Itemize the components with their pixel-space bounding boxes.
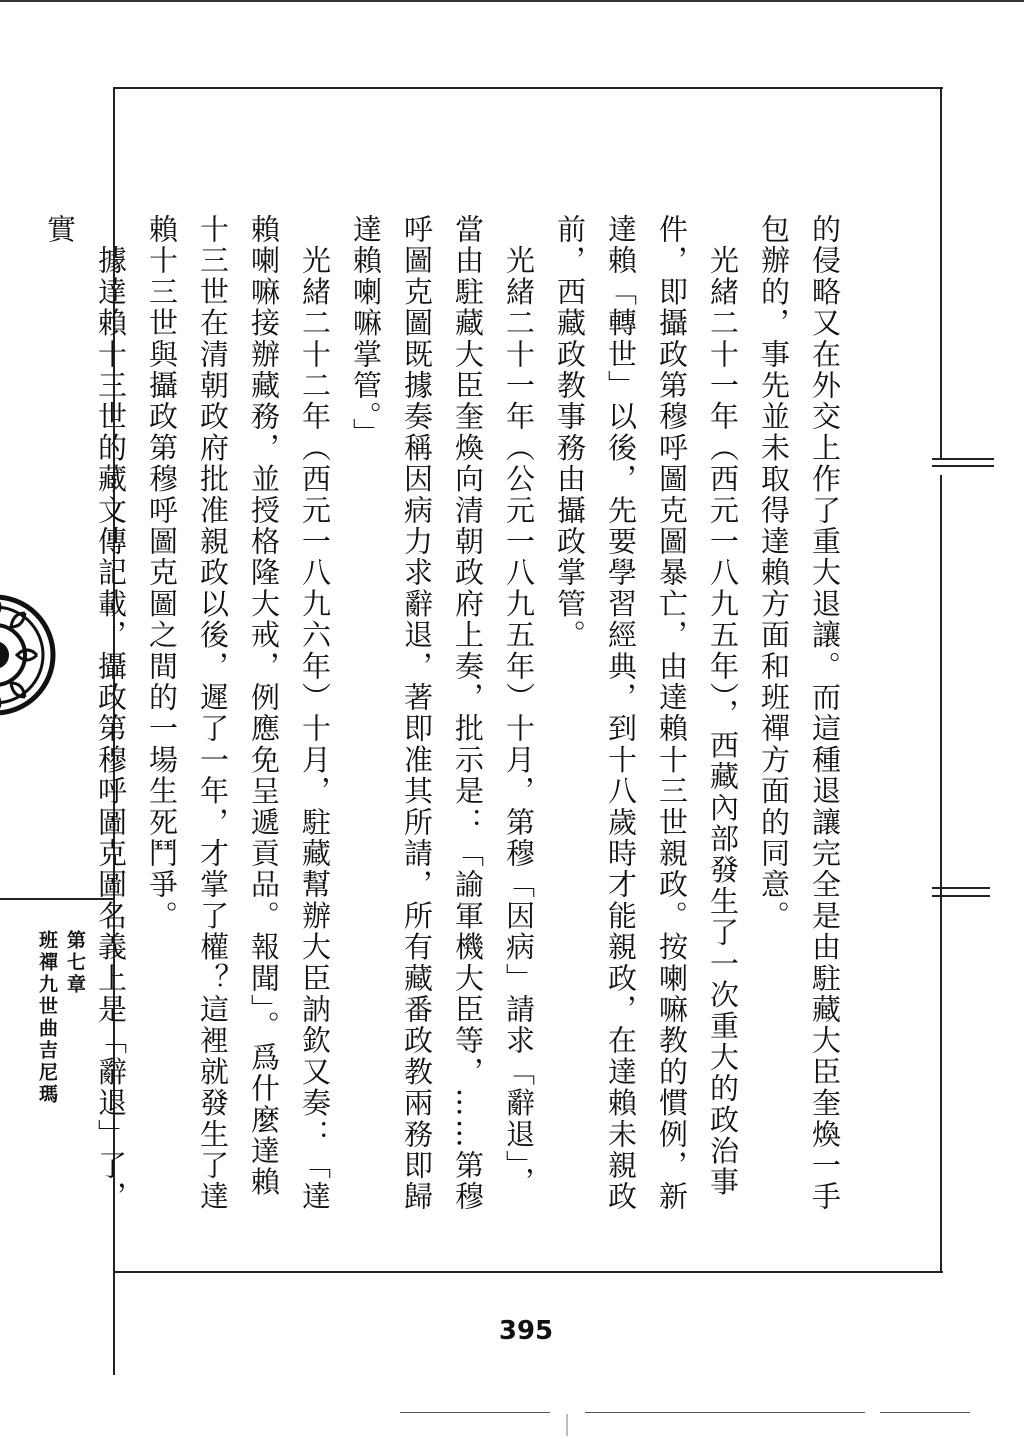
page-number: 395 (498, 1316, 554, 1346)
thumb-tab-mark-upper-1 (932, 458, 994, 460)
scan-bottom-rule-right (880, 1412, 970, 1413)
thumb-tab-mark-lower-2 (932, 895, 990, 897)
frame-right-border-lower (940, 475, 942, 1273)
scan-bottom-rule-middle (585, 1412, 865, 1413)
decorative-mandala-icon (0, 565, 58, 745)
top-edge-rule (0, 0, 1024, 2)
scan-bottom-rule-left (400, 1412, 550, 1413)
paragraph-5: 據達賴十三世的藏文傳記載，攝政第穆呼圖克圖名義上是「辭退」了，實 (43, 214, 128, 1213)
paragraph-3: 光緒二十一年（公元一八九五年）十月，第穆「因病」請求「辭退」，當由駐藏大臣奎煥向清朝政府上奏，批示是：「諭軍機大臣等，……第穆呼圖克圖既據奏稱因病力求辭退，著即准其所請，所有藏番政教兩務即歸達賴喇嘛掌管。」 (349, 214, 536, 1213)
thumb-tab-mark-lower-1 (932, 887, 990, 889)
side-chapter-label: 第七章 (64, 930, 86, 996)
thumb-tab-mark-upper-2 (932, 465, 994, 467)
scan-crease-mark (566, 1414, 568, 1436)
frame-right-border-upper (940, 87, 942, 460)
side-book-title: 班禪九世曲吉尼瑪 (36, 930, 58, 1106)
frame-bottom-border (113, 1271, 943, 1273)
paragraph-1: 的侵略又在外交上作了重大退讓。而這種退讓完全是由駐藏大臣奎煥一手包辦的，事先並未取得達賴方面和班禪方面的同意。 (757, 214, 842, 1213)
paragraph-4: 光緒二十二年（西元一八九六年）十月，駐藏幫辦大臣訥欽又奏：「達賴喇嘛接辦藏務，並授格隆大戒，例應免呈遞貢品。報聞」。爲什麼達賴十三世在清朝政府批准親政以後，遲了一年，才掌了權？這裡就發生了達賴十三世與攝政第穆呼圖克圖之間的一場生死鬥爭。 (145, 214, 332, 1213)
paragraph-2: 光緒二十一年（西元一八九五年），西藏內部發生了一次重大的政治事件，即攝政第穆呼圖克圖暴亡，由達賴十三世親政。按喇嘛教的慣例，新達賴「轉世」以後，先要學習經典，到十八歲時才能親政，在達賴未親政前，西藏政教事務由攝政掌管。 (553, 214, 740, 1213)
frame-top-border (113, 87, 943, 89)
